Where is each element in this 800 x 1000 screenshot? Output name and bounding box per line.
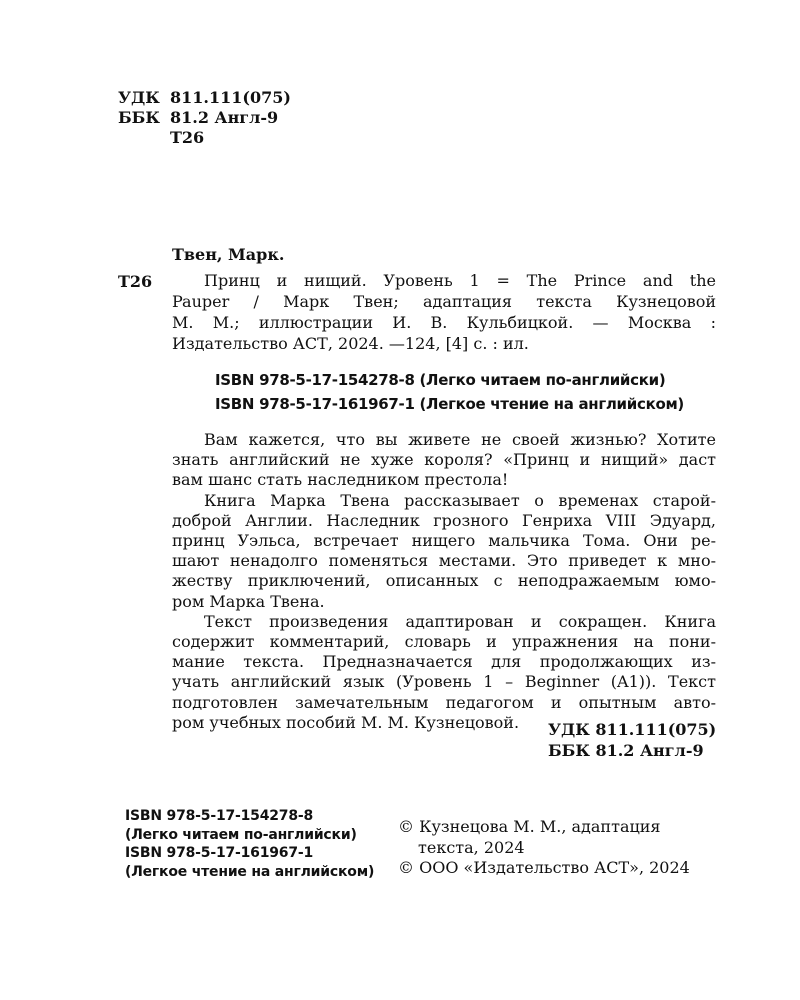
copyright-line: © ООО «Издательство АСТ», 2024 bbox=[398, 858, 690, 877]
annotation-line: принц Уэльса, встречает нищего мальчика Тома. Они ре- bbox=[172, 531, 716, 551]
udk-value: 811.111(075) bbox=[170, 88, 291, 107]
annotation-line: шают ненадолго поменяться местами. Это приведет к мно- bbox=[172, 551, 716, 571]
author-heading: Твен, Марк. bbox=[172, 245, 285, 264]
bottom-bbk: ББК 81.2 Англ-9 bbox=[548, 741, 704, 760]
footer-isbn-line: ISBN 978-5-17-154278-8 bbox=[125, 808, 314, 824]
description-line: Принц и нищий. Уровень 1 = The Prince and the bbox=[204, 271, 716, 290]
author-mark: Т26 bbox=[170, 128, 205, 147]
annotation-line: учать английский язык (Уровень 1 – Beginner (A1)). Текст bbox=[172, 672, 716, 692]
annotation-line: знать английский не хуже короля? «Принц и нищий» даст bbox=[172, 450, 716, 470]
isbn-line: ISBN 978-5-17-161967-1 (Легкое чтение на английском) bbox=[215, 395, 684, 413]
copyright-block bbox=[398, 817, 690, 879]
footer-isbn-line: (Легко читаем по-английски) bbox=[125, 826, 357, 843]
isbn-line: ISBN 978-5-17-154278-8 (Легко читаем по-английски) bbox=[215, 371, 666, 389]
bbk-label: ББК bbox=[118, 108, 160, 127]
description-line: Pauper / Марк Твен; адаптация текста Кузнецовой bbox=[172, 292, 716, 311]
copyright-line: текста, 2024 bbox=[418, 837, 525, 857]
annotation-line: подготовлен замечательным педагогом и опытным авто- bbox=[172, 692, 716, 712]
copyright-line: © Кузнецова М. М., адаптация bbox=[398, 817, 661, 836]
annotation-line: содержит комментарий, словарь и упражнения на пони- bbox=[172, 632, 716, 652]
footer-isbn-block bbox=[125, 807, 374, 881]
bbk-value: 81.2 Англ-9 bbox=[170, 108, 279, 127]
footer-isbn-line: (Легкое чтение на английском) bbox=[125, 863, 375, 880]
classification-block bbox=[118, 88, 291, 148]
annotation-line: Вам кажется, что вы живете не своей жизнью? Хотите bbox=[204, 430, 716, 449]
description-line: М. М.; иллюстрации И. В. Кульбицкой. — Москва : bbox=[172, 313, 716, 332]
annotation-line: Текст произведения адаптирован и сокращен. Книга bbox=[204, 611, 716, 631]
annotation-line: ром учебных пособий М. М. Кузнецовой. bbox=[172, 712, 520, 732]
description-line: Издательство АСТ, 2024. —124, [4] с. : ил. bbox=[172, 334, 529, 353]
footer-isbn-line: ISBN 978-5-17-161967-1 bbox=[125, 845, 314, 861]
annotation-line: мание текста. Предназначается для продолжающих из- bbox=[172, 652, 716, 672]
annotation-line: вам шанс стать наследником престола! bbox=[172, 470, 509, 490]
entry-mark: Т26 bbox=[118, 272, 153, 291]
annotation-line: ром Марка Твена. bbox=[172, 591, 325, 611]
bottom-udk: УДК 811.111(075) bbox=[548, 720, 717, 739]
annotation bbox=[172, 430, 716, 733]
annotation-line: Книга Марка Твена рассказывает о временах старой- bbox=[204, 490, 716, 510]
udk-label: УДК bbox=[118, 88, 160, 107]
annotation-line: жеству приключений, описанных с неподражаемым юмо- bbox=[172, 571, 716, 591]
bibliographic-description bbox=[172, 270, 716, 354]
annotation-line: доброй Англии. Наследник грозного Генриха VIII Эдуард, bbox=[172, 510, 716, 530]
